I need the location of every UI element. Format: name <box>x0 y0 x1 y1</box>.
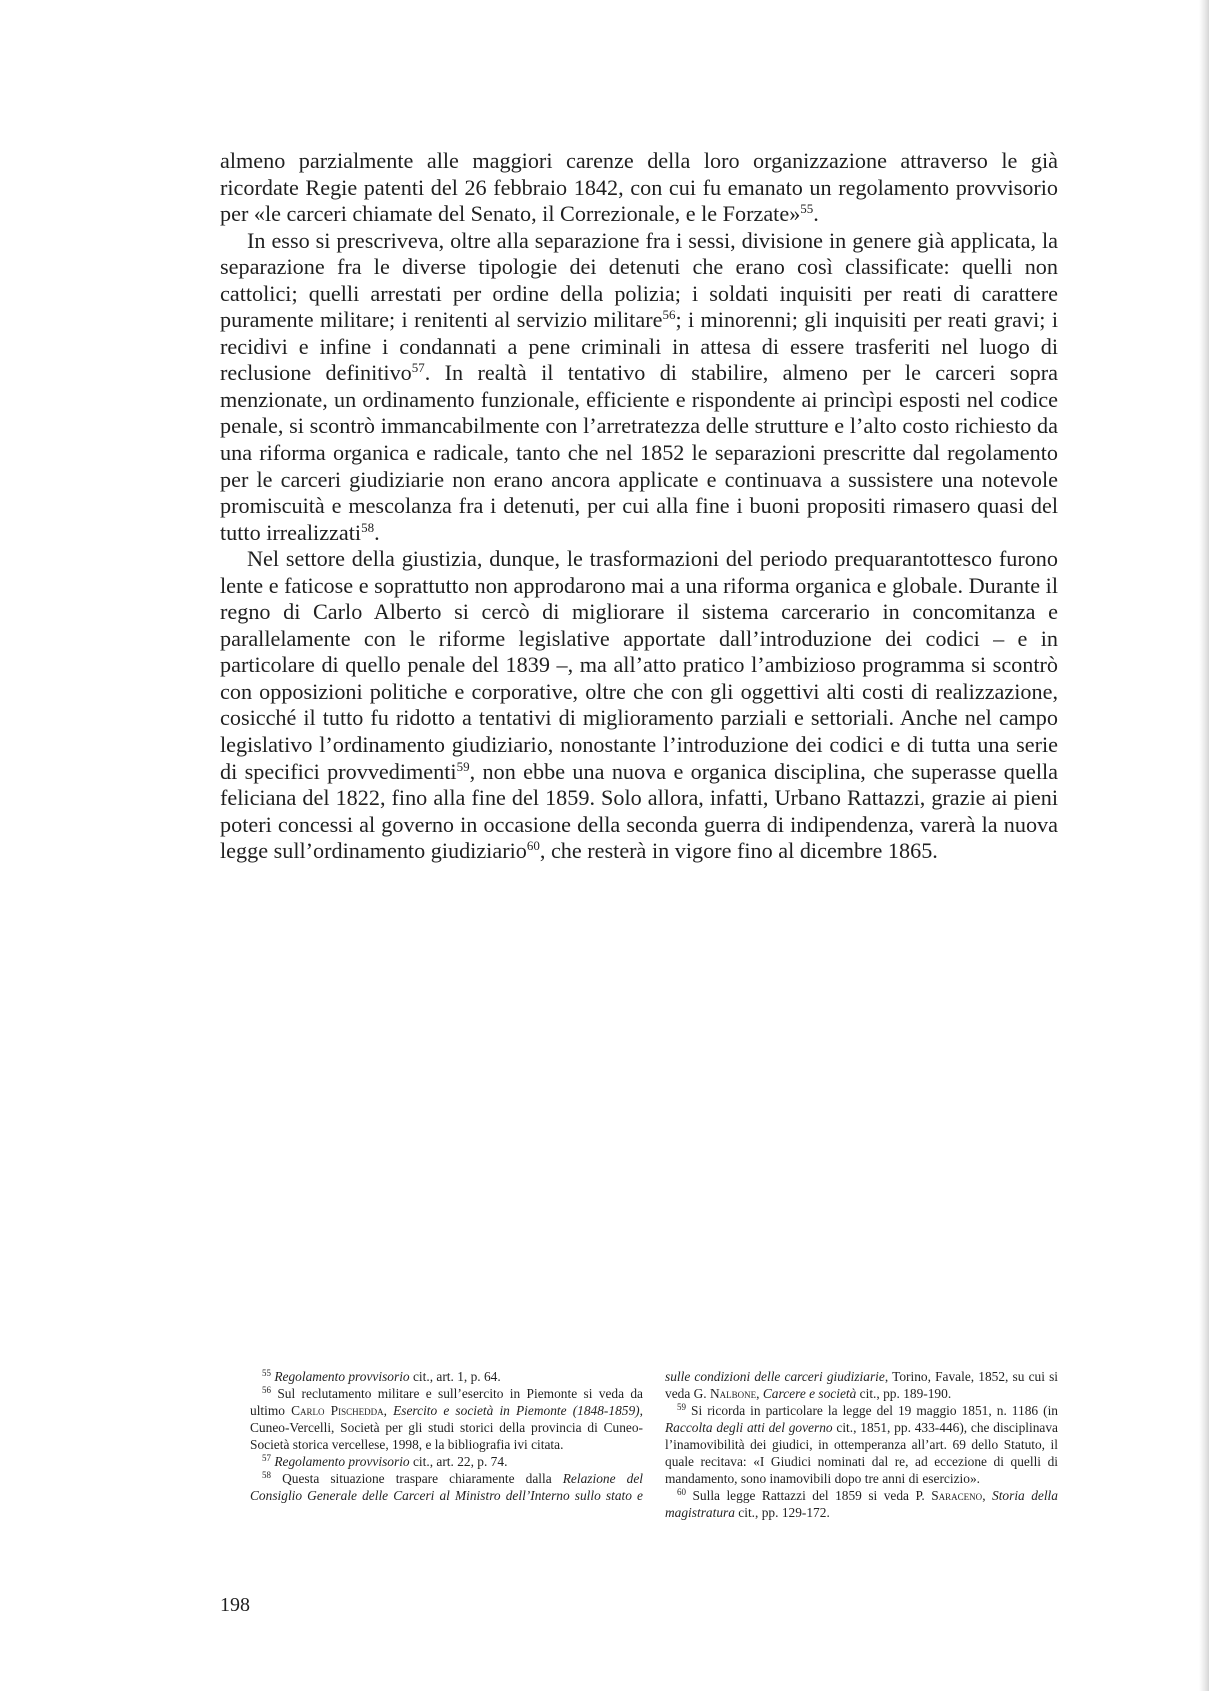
footnote-number: 58 <box>262 1470 271 1480</box>
footnote-italic: Carcere e società <box>762 1386 857 1401</box>
footnote-text: cit., art. 1, p. 64. <box>409 1369 501 1384</box>
footnote-text: Questa situazione traspare chiaramente dalla <box>271 1471 563 1486</box>
footnote-italic: Storia della magistratura <box>665 1488 1058 1520</box>
text-run: . <box>813 201 819 227</box>
footnote-text: cit., art. 22, p. 74. <box>409 1454 508 1469</box>
footnote-text: , Torino, Favale, 1852, su cui si veda G. <box>665 1369 1058 1401</box>
text-run: Nel settore della giustizia, dunque, le trasformazioni del periodo prequarantottesco furono lente e faticose e soprattutto non approdarono mai a una riforma organica e globale. Durante il regno di Carlo Alberto si cercò di migliorare il sistema carcerario in concomitanza e parallelamente con le riforme legislative apportate dall’introduzione dei codici – e in particolare di quello penale del 1839 –, ma all’atto pratico l’ambizioso programma si scontrò con opposizioni politiche e corporative, oltre che con gli oggettivi alti costi di realizzazione, cosicché il tutto fu ridotto a tentativi di miglioramento parziali e settoriali. Anche nel campo legislativo l’ordinamento giudiziario, nonostante l’introduzione dei codici e di tutta una serie di specifici provvedimenti <box>220 546 1058 784</box>
paragraph <box>220 228 1058 547</box>
footnote-60 <box>665 1487 1058 1521</box>
footnote-italic: Relazione del Consiglio Generale delle Carceri al Ministro dell’Interno sullo stato e sulle condizioni delle carceri giudiziarie <box>250 1369 885 1503</box>
footnote-number: 57 <box>262 1453 271 1463</box>
page-number: 198 <box>220 1594 250 1616</box>
paragraph <box>220 546 1058 865</box>
footnote-59 <box>665 1402 1058 1487</box>
footnote-number: 56 <box>262 1385 271 1395</box>
footnote-56 <box>250 1385 643 1453</box>
footnote-number: 55 <box>262 1368 271 1378</box>
footnote-text: Sulla legge Rattazzi del 1859 si veda P. <box>686 1488 932 1503</box>
footnote-text: cit., 1851, pp. 433-446), che disciplinava l’inamovibilità dei giudici, in ottemperanza all’art. 69 dello Statuto, il quale recitava: «I Giudici nominati dal re, ad eccezione di quelli di mandamento, sono inamovibili dopo tre anni di esercizio». <box>665 1420 1058 1486</box>
text-run: ; i minorenni; gli inquisiti per reati gravi; i recidivi e infine i condannati a pene criminali in attesa di essere trasferiti nel luogo di reclusione definitivo <box>220 307 1058 386</box>
footnote-ref: 58 <box>361 519 375 535</box>
text-run: almeno parzialmente alle maggiori carenze della loro organizzazione attraverso le già ricordate Regie patenti del 26 febbraio 1842, con cui fu emanato un regolamento provvisorio per «le carceri chiamate del Senato, il Correzionale, e le Forzate» <box>220 148 1058 227</box>
footnote-italic: Esercito e società in Piemonte (1848-1859) <box>393 1403 640 1418</box>
footnote-text: cit., pp. 189-190. <box>856 1386 952 1401</box>
text-run: In esso si prescriveva, oltre alla separazione fra i sessi, divisione in genere già applicata, la separazione fra le diverse tipologie dei detenuti che erano così classificate: quelli non cattolici; quelli arrestati per ordine della polizia; i soldati inquisiti per reati di carattere puramente militare; i renitenti al servizio militare <box>220 227 1058 333</box>
author-name: Saraceno <box>931 1488 983 1503</box>
footnote-text: cit., pp. 129-172. <box>734 1505 830 1520</box>
footnote-57 <box>250 1453 643 1470</box>
author-name: Nalbone <box>710 1386 757 1401</box>
footnote-ref: 60 <box>526 838 540 854</box>
author-name: Carlo Pischedda <box>291 1403 384 1418</box>
footnote-ref: 57 <box>411 360 425 376</box>
footnote-text: , <box>756 1386 763 1401</box>
footnote-55 <box>250 1368 643 1385</box>
footnote-italic: Regolamento provvisorio <box>274 1369 410 1384</box>
footnote-number: 60 <box>677 1487 686 1497</box>
footnote-ref: 59 <box>456 758 470 774</box>
footnote-ref: 56 <box>662 307 676 323</box>
text-run: , non ebbe una nuova e organica disciplina, che superasse quella feliciana del 1822, fino alla fine del 1859. Solo allora, infatti, Urbano Rattazzi, grazie ai pieni poteri concessi al governo in occasione della seconda guerra di indipendenza, varerà la nuova legge sull’ordinamento giudiziario <box>220 758 1059 864</box>
text-run: . In realtà il tentativo di stabilire, almeno per le carceri sopra menzionate, un ordinamento funzionale, efficiente e rispondente ai princìpi esposti nel codice penale, si scontrò immancabilmente con l’arretratezza delle strutture e l’alto costo richiesto da una riforma organica e radicale, tanto che nel 1852 le separazioni prescritte dal regolamento per le carceri giudiziarie non erano ancora applicate e continuava a sussistere una notevole promiscuità e mescolanza fra i detenuti, per cui alla fine i buoni propositi rimasero quasi del tutto irrealizzati <box>220 360 1058 545</box>
footnote-text: Sul reclutamento militare e sull’esercito in Piemonte si veda da ultimo <box>250 1386 643 1418</box>
footnote-text: , <box>982 1488 992 1503</box>
text-run: , che resterà in vigore fino al dicembre 1865. <box>539 838 938 864</box>
footnote-number: 59 <box>677 1402 686 1412</box>
main-text <box>220 148 1058 865</box>
footnote-ref: 55 <box>800 201 814 217</box>
footnote-text: , Cuneo-Vercelli, Società per gli studi storici della provincia di Cuneo-Società storica vercellese, 1998, e la bibliografia ivi citata. <box>250 1403 643 1452</box>
text-run: . <box>374 519 380 545</box>
footnotes <box>250 1368 1058 1521</box>
footnote-italic: Raccolta degli atti del governo <box>665 1420 833 1435</box>
footnote-text: Si ricorda in particolare la legge del 19 maggio 1851, n. 1186 (in <box>686 1403 1058 1418</box>
footnote-text: , <box>383 1403 394 1418</box>
scan-edge-shadow <box>1199 0 1209 1691</box>
paragraph <box>220 148 1058 228</box>
footnote-italic: Regolamento provvisorio <box>274 1454 410 1469</box>
